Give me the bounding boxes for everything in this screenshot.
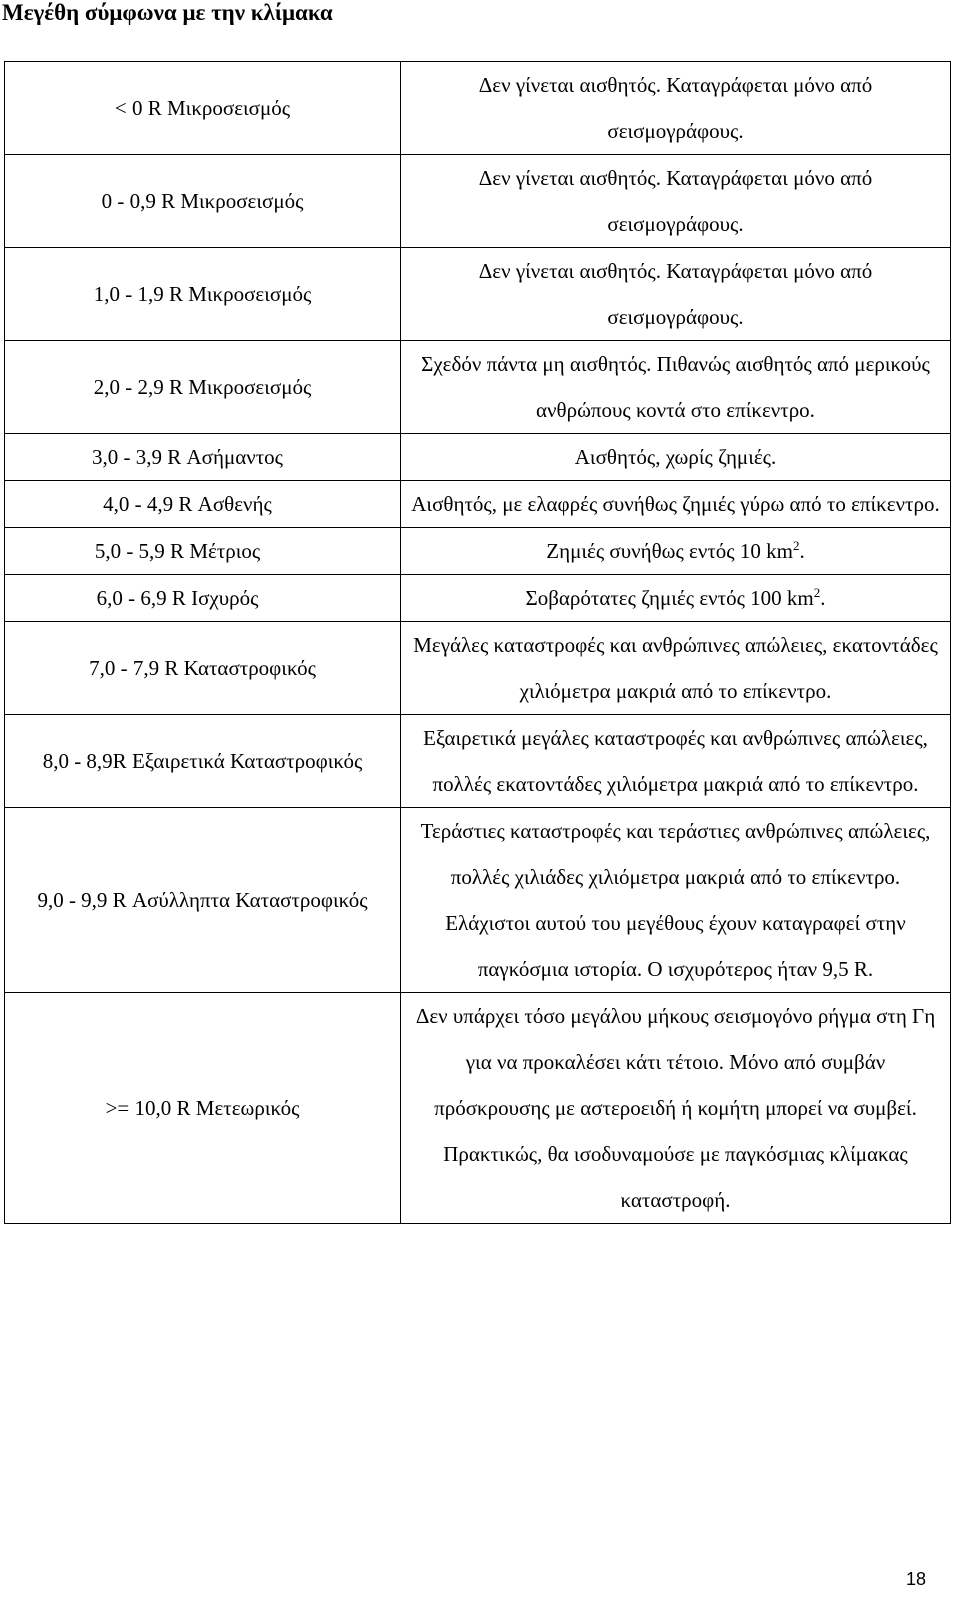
richter-scale-table	[4, 61, 951, 1224]
magnitude-cell: 6,0 - 6,9 R Ισχυρός	[5, 575, 401, 622]
table-row	[5, 622, 951, 715]
magnitude-cell: 7,0 - 7,9 R Καταστροφικός	[5, 622, 401, 715]
table-row	[5, 715, 951, 808]
effect-cell: Δεν γίνεται αισθητός. Καταγράφεται μόνο από σεισμογράφους.	[401, 248, 951, 341]
magnitude-cell: 8,0 - 8,9R Εξαιρετικά Καταστροφικός	[5, 715, 401, 808]
effect-text: Ζημιές συνήθως εντός 10 km	[546, 539, 793, 563]
effect-cell: Μεγάλες καταστροφές και ανθρώπινες απώλειες, εκατοντάδες χιλιόμετρα μακριά από το επίκεντρο.	[401, 622, 951, 715]
magnitude-cell: 1,0 - 1,9 R Μικροσεισμός	[5, 248, 401, 341]
page-number: 18	[905, 1569, 926, 1589]
page-heading: Μεγέθη σύμφωνα με την κλίμακα	[2, 0, 333, 25]
effect-tail: .	[799, 539, 805, 563]
table-row	[5, 155, 951, 248]
table-row	[5, 481, 951, 528]
superscript-exponent: 2	[813, 585, 821, 600]
effect-text: Σοβαρότατες ζημιές εντός 100 km	[525, 586, 814, 610]
table-row	[5, 993, 951, 1224]
magnitude-cell: 0 - 0,9 R Μικροσεισμός	[5, 155, 401, 248]
effect-cell: Τεράστιες καταστροφές και τεράστιες ανθρώπινες απώλειες, πολλές χιλιάδες χιλιόμετρα μακριά από το επίκεντρο. Ελάχιστοι αυτού του μεγέθους έχουν καταγραφεί στην παγκόσμια ιστορία. Ο ισχυρότερος ήταν 9,5 R.	[401, 808, 951, 993]
effect-cell: Δεν γίνεται αισθητός. Καταγράφεται μόνο από σεισμογράφους.	[401, 62, 951, 155]
magnitude-cell: 3,0 - 3,9 R Ασήμαντος	[5, 434, 401, 481]
table-row	[5, 808, 951, 993]
effect-cell	[401, 528, 951, 575]
magnitude-cell: 9,0 - 9,9 R Ασύλληπτα Καταστροφικός	[5, 808, 401, 993]
effect-cell: Αισθητός, χωρίς ζημιές.	[401, 434, 951, 481]
magnitude-cell: >= 10,0 R Μετεωρικός	[5, 993, 401, 1224]
effect-tail: .	[820, 586, 826, 610]
table-row	[5, 528, 951, 575]
table-row	[5, 341, 951, 434]
table-row	[5, 434, 951, 481]
superscript-exponent: 2	[792, 538, 800, 553]
effect-cell: Δεν υπάρχει τόσο μεγάλου μήκους σεισμογόνο ρήγμα στη Γη για να προκαλέσει κάτι τέτοιο. Μόνο από συμβάν πρόσκρουσης με αστεροειδή ή κομήτη μπορεί να συμβεί. Πρακτικώς, θα ισοδυναμούσε με παγκόσμιας κλίμακας καταστροφή.	[401, 993, 951, 1224]
effect-cell: Εξαιρετικά μεγάλες καταστροφές και ανθρώπινες απώλειες, πολλές εκατοντάδες χιλιόμετρα μακριά από το επίκεντρο.	[401, 715, 951, 808]
effect-cell	[401, 575, 951, 622]
effect-cell: Αισθητός, με ελαφρές συνήθως ζημιές γύρω από το επίκεντρο.	[401, 481, 951, 528]
effect-cell: Σχεδόν πάντα μη αισθητός. Πιθανώς αισθητός από μερικούς ανθρώπους κοντά στο επίκεντρο.	[401, 341, 951, 434]
table-row	[5, 575, 951, 622]
effect-cell: Δεν γίνεται αισθητός. Καταγράφεται μόνο από σεισμογράφους.	[401, 155, 951, 248]
magnitude-cell: < 0 R Μικροσεισμός	[5, 62, 401, 155]
magnitude-cell: 4,0 - 4,9 R Ασθενής	[5, 481, 401, 528]
magnitude-cell: 5,0 - 5,9 R Μέτριος	[5, 528, 401, 575]
table-row	[5, 62, 951, 155]
magnitude-cell: 2,0 - 2,9 R Μικροσεισμός	[5, 341, 401, 434]
table-row	[5, 248, 951, 341]
